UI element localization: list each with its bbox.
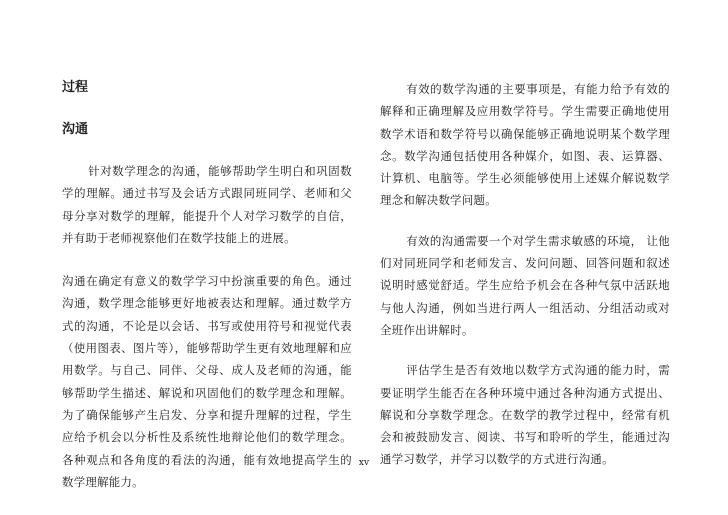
- left-column: [62, 78, 352, 493]
- subsection-heading-communication: 沟通: [62, 122, 89, 137]
- right-paragraph-1: 有效的数学沟通的主要事项是，有能力给予有效的解释和正确理解及应用数学符号。学生需要正确地使用数学术语和数学符号以确保能够正确地说明某个数学理念。数学沟通包括使用各种媒介，如图、表、运算器、计算机、电脑等。学生必须能够使用上述媒介解说数学理念和解决数学问题。: [380, 82, 670, 208]
- right-column: [380, 78, 670, 471]
- left-paragraph-2: 沟通在确定有意义的数学学习中扮演重要的角色。通过沟通，数学理念能够更好地被表达和理解。通过数学方式的沟通，不论是以会话、书写或使用符号和视觉代表（使用图表、图片等），能够帮助学生更有效地理解和应用数学。与自己、同伴、父母、成人及老师的沟通，能够帮助学生描述、解说和巩固他们的数学理念和理解。为了确保能够产生启发、分享和提升理解的过程，学生应给予机会以分析性及系统性地辩论他们的数学理念。各种观点和各角度的看法的沟通，能有效地提高学生的数学理解能力。: [62, 274, 352, 489]
- left-paragraph-1: 针对数学理念的沟通，能够帮助学生明白和巩固数学的理解。通过书写及会话方式跟同班同学、老师和父母分享对数学的理解，能提升个人对学习数学的自信，并有助于老师视察他们在数学技能上的进展。: [62, 164, 352, 245]
- right-paragraph-2: 有效的沟通需要一个对学生需求敏感的环境， 让他们对同班同学和老师发言、发问问题、回答问题和叙述说明时感觉舒适。学生应给予机会在各种气氛中活跃地与他人沟通，例如当进行两人一组活动、分组活动或对全班作出讲解时。: [380, 233, 670, 337]
- page-number: xv: [358, 458, 370, 468]
- section-heading-process: 过程: [62, 80, 89, 95]
- right-paragraph-3: 评估学生是否有效地以数学方式沟通的能力时，需要证明学生能否在各种环境中通过各种沟通方式提出、解说和分享数学理念。在数学的教学过程中，经常有机会和被鼓励发言、阅读、书写和聆听的学生，能通过沟通学习数学，并学习以数学的方式进行沟通。: [380, 363, 670, 467]
